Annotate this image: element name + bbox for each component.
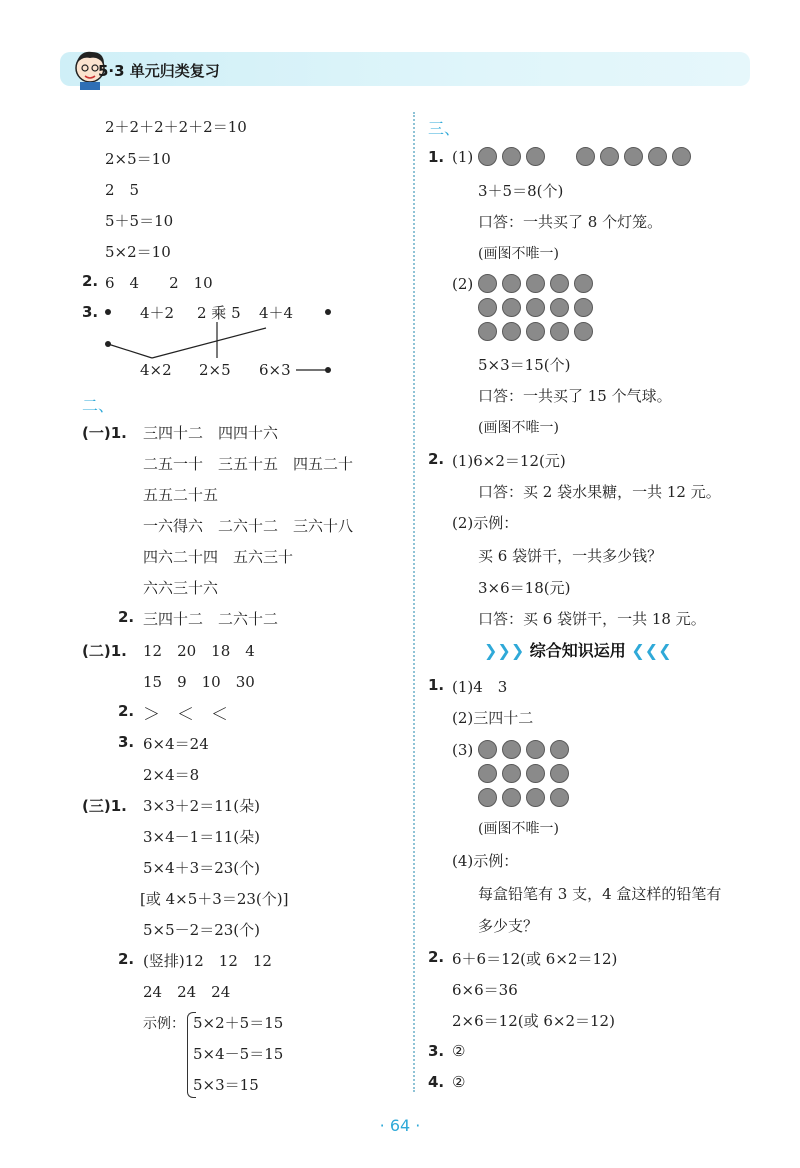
circle-dot [502,147,521,166]
answer-line: 5×4－5＝15 [193,1045,284,1063]
note: (画图不唯一) [478,246,559,262]
answer-line: ＞ ＜ ＜ [143,705,228,725]
section-title: 综合知识运用 [529,641,626,660]
answer-line: 15 9 10 30 [143,673,255,691]
circle-dot [526,740,545,759]
match-dot [105,309,111,315]
answer-line: 三四十二 二六十二 [143,610,279,628]
circle-dot [502,764,521,783]
part-label: (三)1. [82,797,127,815]
circle-dot [478,147,497,166]
answer-line: 2×6＝12(或 6×2＝12) [452,1012,615,1030]
circle-dot [526,274,545,293]
answer-line: [或 4×5＋3＝23(个)] [140,890,289,908]
answer-line: 3×3＋2＝11(朵) [143,797,260,815]
note: (画图不唯一) [478,821,559,837]
sub-label: (2) [452,275,474,293]
answer-line: 3＋5＝8(个) [478,182,564,200]
section-banner [484,638,672,661]
match-line [108,344,152,358]
answer-line: 3×6＝18(元) [478,579,571,597]
circle-dot [648,147,667,166]
circle-dot [550,764,569,783]
answer-line: 5×4＋3＝23(个) [143,859,260,877]
example-label: 示例： [143,1016,185,1032]
circle-dot [526,322,545,341]
circle-dot [624,147,643,166]
answer-line: ② [452,1073,466,1091]
circle-dot [574,274,593,293]
section-heading: 三、 [428,119,461,138]
part-label: (一)1. [82,424,127,442]
column-divider [413,112,415,1092]
circle-dot [550,322,569,341]
answer-line: (2)三四十二 [452,709,534,727]
answer-line: 六六三十六 [143,579,219,597]
answer-line: 多少支？ [478,917,539,935]
question-number: 1. [428,676,445,694]
circle-dot [574,322,593,341]
circle-dot [478,298,497,317]
circle-dot [502,274,521,293]
question-number: 2. [428,450,445,468]
circle-dot [526,764,545,783]
question-number: 3. [428,1042,445,1060]
note: (画图不唯一) [478,420,559,436]
match-bottom-item: 2×5 [199,361,231,379]
chevrons-left-icon: ❮❮❮ [631,641,672,660]
answer-line: 5×3＝15 [193,1076,259,1094]
dot-grid [478,273,608,345]
dot-grid [478,739,588,811]
answer-line: 口答：一共买了 8 个灯笼。 [478,213,663,231]
answer-line: 2×5＝10 [105,150,171,168]
answer-line: 6＋6＝12(或 6×2＝12) [452,950,618,968]
circle-dot [600,147,619,166]
circle-dot [478,740,497,759]
answer-line: 6×4＝24 [143,735,209,753]
circle-dot [526,298,545,317]
sub-label: (4)示例： [452,852,519,870]
question-number: 2. [428,948,445,966]
answer-line: 五五二十五 [143,486,219,504]
circle-dot [502,298,521,317]
circle-dot [672,147,691,166]
answer-line: 口答：买 6 袋饼干，一共 18 元。 [478,610,706,628]
sub-label: (1) [452,148,474,166]
answer-line: 2×4＝8 [143,766,200,784]
answer-line: 2 5 [105,181,140,199]
question-number: 1. [428,148,445,166]
answer-line: 一六得六 二六十二 三六十八 [143,517,354,535]
question-number: 4. [428,1073,445,1091]
match-top-item: 4＋4 [259,304,294,322]
circle-dot [502,322,521,341]
answer-line: 5＋5＝10 [105,212,174,230]
match-top-item: 4＋2 [140,304,175,322]
circle-dot [502,788,521,807]
match-bottom-item: 4×2 [140,361,172,379]
chevrons-right-icon: ❯❯❯ [484,641,525,660]
question-number: 3. [118,733,135,751]
page-title: 5·3 单元归类复习 [98,62,220,80]
match-bottom-item: 6×3 [259,361,291,379]
section-heading: 二、 [82,396,115,415]
circle-dot [502,740,521,759]
answer-line: (1)6×2＝12(元) [452,452,566,470]
circle-dot [550,788,569,807]
answer-line: 每盒铅笔有 3 支，4 盒这样的铅笔有 [478,885,722,903]
circle-dot [574,298,593,317]
circle-dot [550,274,569,293]
match-dot [325,309,331,315]
question-number: 2. [118,608,135,626]
match-line [152,328,266,358]
question-number: 2. [118,950,135,968]
circle-dot [478,274,497,293]
question-number: 3. [82,303,99,321]
part-label: (二)1. [82,642,127,660]
answer-line: 口答：一共买了 15 个气球。 [478,387,672,405]
question-number: 2. [118,702,135,720]
answer-line: 四六二十四 五六三十 [143,548,294,566]
circle-dot [576,147,595,166]
circle-dot [478,788,497,807]
page-number: · 64 · [379,1116,421,1135]
dot-drawing [478,146,696,166]
answer-line: (1)4 3 [452,678,508,696]
answer-line: 3×4－1＝11(朵) [143,828,260,846]
answer-line: (竖排)12 12 12 [143,952,272,970]
answer-line: 买 6 袋饼干，一共多少钱？ [478,547,663,565]
answer-line: 6×6＝36 [452,981,518,999]
answer-line: 5×2＝10 [105,243,171,261]
answer-line: 口答：买 2 袋水果糖，一共 12 元。 [478,483,721,501]
answer-line: ② [452,1042,466,1060]
match-top-item: 2 乘 5 [197,304,241,322]
answer-line: 5×2＋5＝15 [193,1014,284,1032]
answer-line: 5×3＝15(个) [478,356,571,374]
sub-label: (2)示例： [452,514,519,532]
answer-line: 2＋2＋2＋2＋2＝10 [105,118,247,136]
answer-line: 二五一十 三五十五 四五二十 [143,455,354,473]
answer-line: 12 20 18 4 [143,642,255,660]
circle-dot [526,788,545,807]
circle-dot [550,298,569,317]
answer-line: 三四十二 四四十六 [143,424,279,442]
answer-line: 6 4 2 10 [105,274,213,292]
sub-label: (3) [452,741,474,759]
circle-dot [478,764,497,783]
answer-line: 24 24 24 [143,983,231,1001]
question-number: 2. [82,272,99,290]
answer-line: 5×5－2＝23(个) [143,921,260,939]
circle-dot [550,740,569,759]
circle-dot [526,147,545,166]
circle-dot [478,322,497,341]
